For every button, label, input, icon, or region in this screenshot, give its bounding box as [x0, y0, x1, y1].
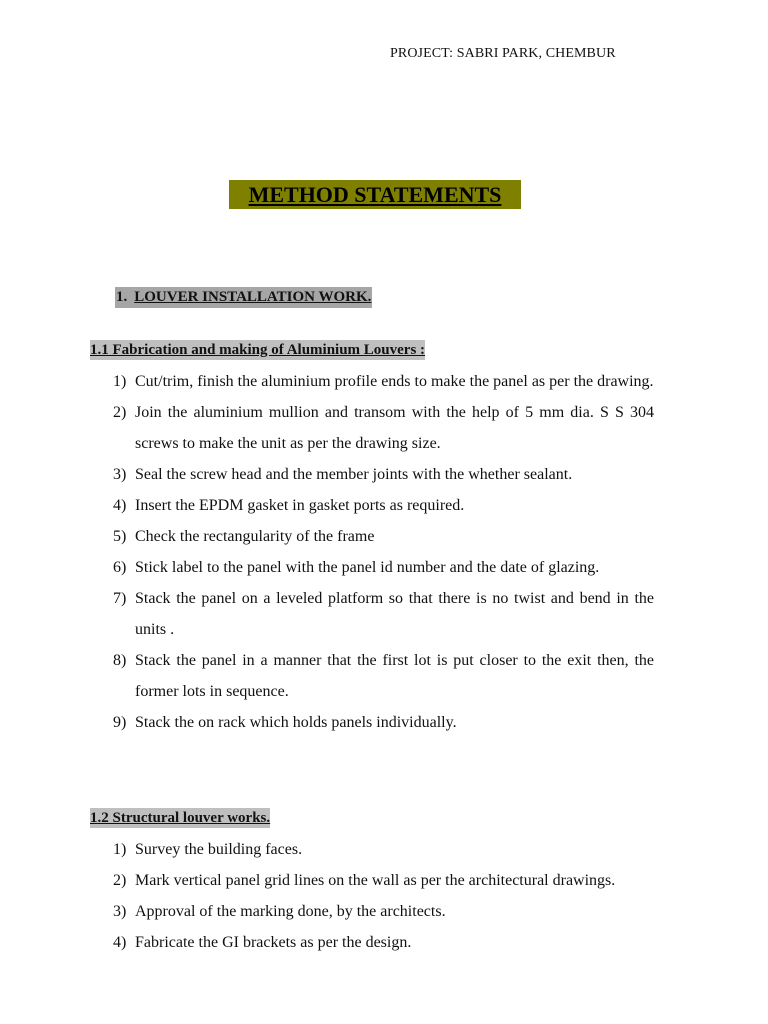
item-text: Stick label to the panel with the panel id number and the date of glazing.: [135, 559, 600, 576]
subsection-heading-1-2: 1.2 Structural louver works.: [90, 810, 271, 826]
list-item: [113, 645, 654, 707]
item-text: Mark vertical panel grid lines on the wall as per the architectural drawings.: [135, 872, 616, 889]
project-header: PROJECT: SABRI PARK, CHEMBUR: [390, 46, 616, 61]
list-item: [113, 552, 654, 583]
item-text: Seal the screw head and the member joints with the whether sealant.: [135, 466, 573, 483]
document-title: METHOD STATEMENTS: [229, 180, 521, 209]
list-item: [113, 397, 654, 459]
item-text: Stack the panel in a manner that the first lot is put closer to the exit then, the former lots in sequence.: [135, 652, 654, 700]
item-number: 4): [113, 934, 127, 951]
list-item: [113, 707, 654, 738]
section-title: LOUVER INSTALLATION WORK.: [134, 289, 372, 305]
item-number: 3): [113, 466, 127, 483]
item-number: 2): [113, 404, 127, 421]
item-text: Insert the EPDM gasket in gasket ports as required.: [135, 497, 465, 514]
list-item: [113, 521, 654, 552]
list-item: [113, 490, 654, 521]
item-number: 2): [113, 872, 127, 889]
list-item: [113, 366, 654, 397]
item-text: Check the rectangularity of the frame: [135, 528, 375, 545]
item-number: 8): [113, 652, 127, 669]
item-number: 7): [113, 590, 127, 607]
list-item: [113, 865, 654, 896]
item-number: 3): [113, 903, 127, 920]
item-text: Cut/trim, finish the aluminium profile ends to make the panel as per the drawing.: [135, 373, 654, 390]
item-text: Approval of the marking done, by the architects.: [135, 903, 446, 920]
item-number: 4): [113, 497, 127, 514]
item-number: 6): [113, 559, 127, 576]
subsection-heading-1-1: 1.1 Fabrication and making of Aluminium Louvers :: [90, 342, 426, 358]
item-text: Fabricate the GI brackets as per the design.: [135, 934, 412, 951]
structural-steps-list: [113, 834, 654, 958]
item-number: 5): [113, 528, 127, 545]
item-number: 1): [113, 841, 127, 858]
item-number: 9): [113, 714, 127, 731]
item-text: Survey the building faces.: [135, 841, 303, 858]
item-text: Stack the on rack which holds panels individually.: [135, 714, 457, 731]
section-number: 1.: [116, 289, 128, 305]
list-item: [113, 459, 654, 490]
list-item: [113, 927, 654, 958]
fabrication-steps-list: [113, 366, 654, 738]
item-text: Stack the panel on a leveled platform so that there is no twist and bend in the units .: [135, 590, 654, 638]
list-item: [113, 896, 654, 927]
item-number: 1): [113, 373, 127, 390]
section-heading: [115, 287, 372, 308]
list-item: [113, 834, 654, 865]
item-text: Join the aluminium mullion and transom with the help of 5 mm dia. S S 304 screws to make the unit as per the drawing size.: [135, 404, 654, 452]
list-item: [113, 583, 654, 645]
